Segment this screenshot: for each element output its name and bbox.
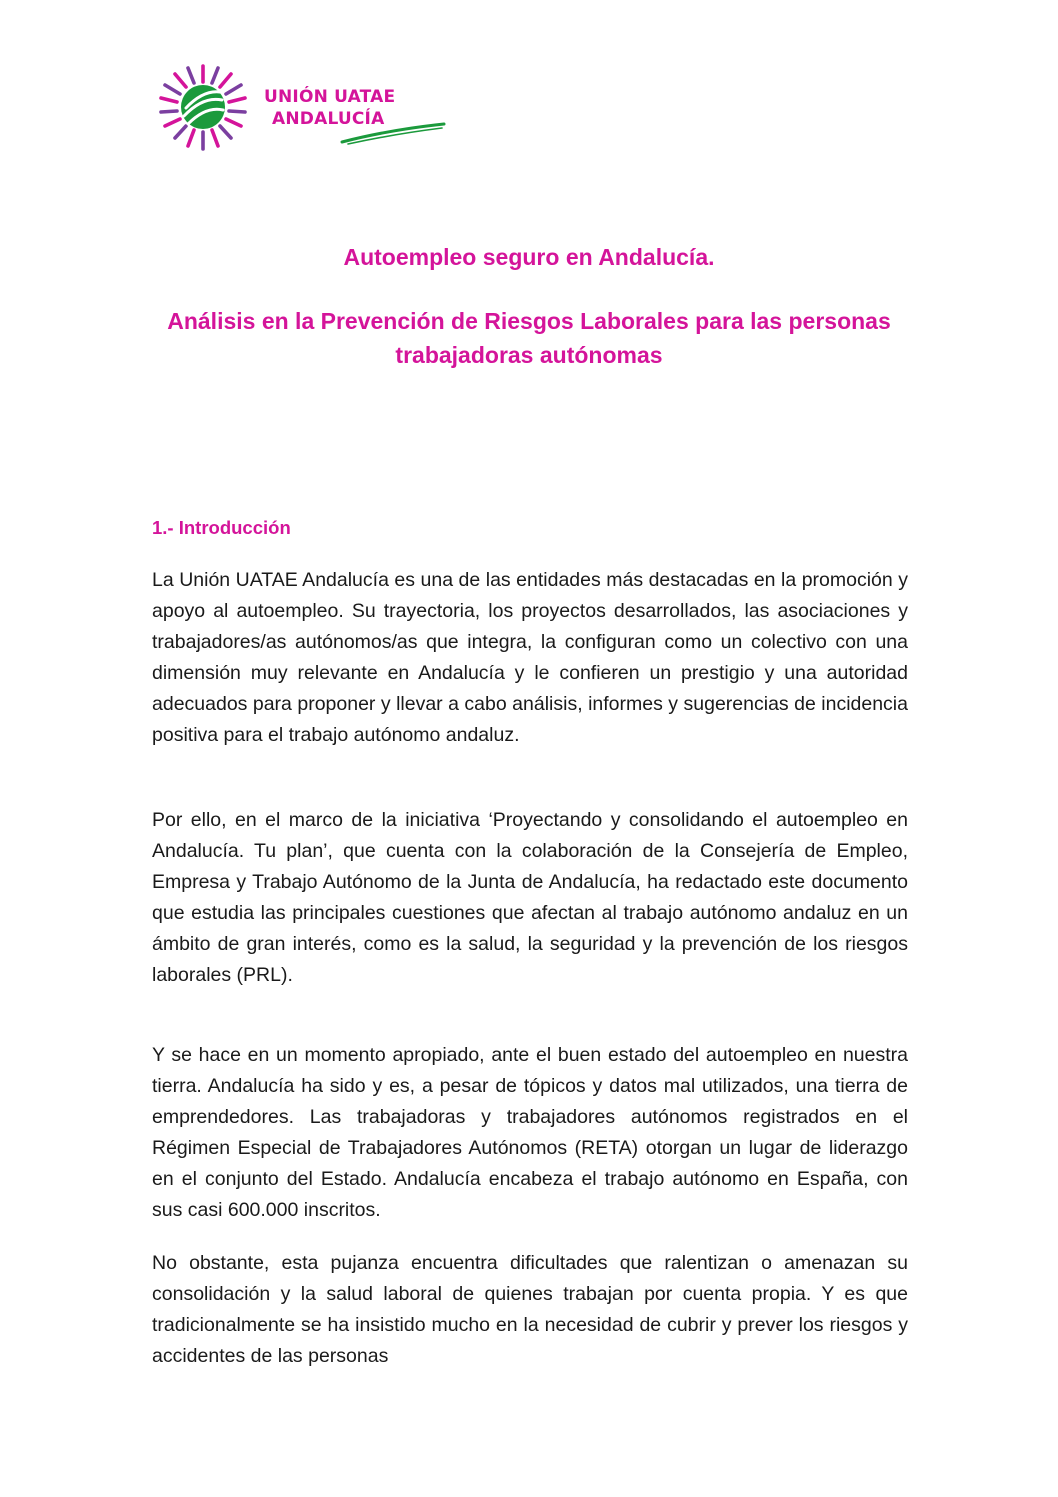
logo-line-1: UNIÓN UATAE bbox=[264, 87, 396, 107]
paragraph-1: La Unión UATAE Andalucía es una de las entidades más destacadas en la promoción y apoyo al autoempleo. Su trayectoria, los proyectos desarrollados, las asociaciones y trabajadores/as autónomos/as que integra, la configuran como un colectivo con una dimensión muy relevante en Andalucía y le confieren un prestigio y una autoridad adecuados para proponer y llevar a cabo análisis, informes y sugerencias de incidencia positiva para el trabajo autónomo andaluz. bbox=[152, 569, 908, 746]
logo-sunburst-icon bbox=[148, 60, 258, 156]
document-subtitle: Análisis en la Prevención de Riesgos Laborales para las personas trabajadoras autónomas bbox=[167, 308, 891, 368]
organization-logo bbox=[148, 60, 448, 156]
logo-line-2: ANDALUCÍA bbox=[272, 109, 385, 129]
paragraph-2: Por ello, en el marco de la iniciativa ‘Proyectando y consolidando el autoempleo en Andalucía. Tu plan’, que cuenta con la colaboración de la Consejería de Empleo, Empresa y Trabajo Autónomo de la Junta de Andalucía, ha redactado este documento que estudia las principales cuestiones que afectan al trabajo autónomo andaluz en un ámbito de gran interés, como es la salud, la seguridad y la prevención de los riesgos laborales (PRL). bbox=[152, 809, 908, 986]
section-heading: 1.- Introducción bbox=[152, 517, 291, 538]
logo-brushstroke-icon bbox=[338, 118, 448, 148]
document-title: Autoempleo seguro en Andalucía. bbox=[343, 244, 715, 270]
paragraph-4: No obstante, esta pujanza encuentra dificultades que ralentizan o amenazan su consolidación y la salud laboral de quienes trabajan por cuenta propia. Y es que tradicionalmente se ha insistido mucho en la necesidad de cubrir y prever los riesgos y accidentes de las personas bbox=[152, 1252, 908, 1367]
paragraph-3: Y se hace en un momento apropiado, ante el buen estado del autoempleo en nuestra tierra. Andalucía ha sido y es, a pesar de tópicos y datos mal utilizados, una tierra de emprendedores. Las trabajadoras y trabajadores autónomos registrados en el Régimen Especial de Trabajadores Autónomos (RETA) otorgan un lugar de liderazgo en el conjunto del Estado. Andalucía encabeza el trabajo autónomo en España, con sus casi 600.000 inscritos. bbox=[152, 1044, 908, 1221]
